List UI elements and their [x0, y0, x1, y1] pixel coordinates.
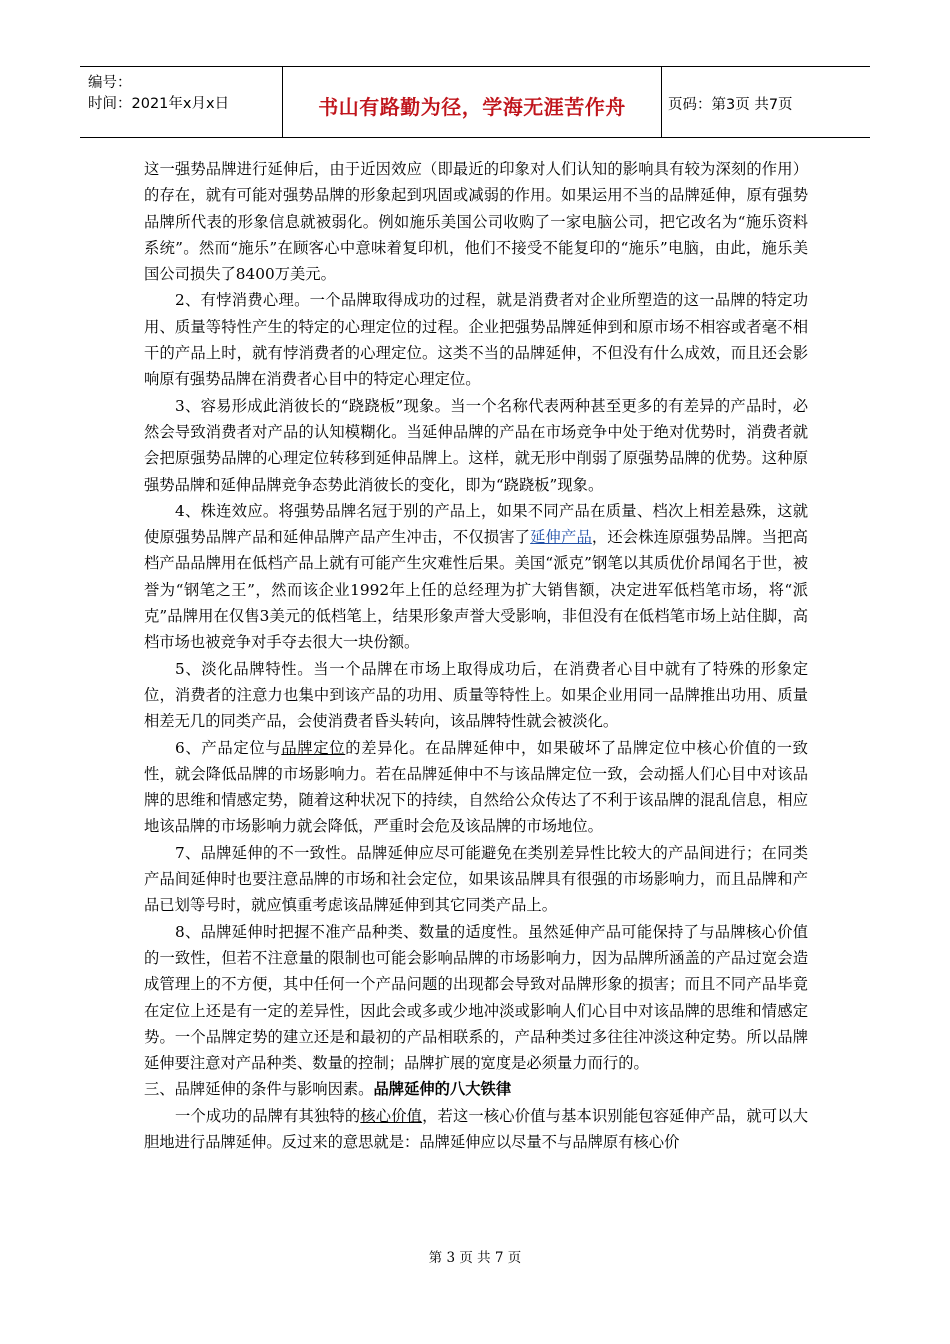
paragraph-text: 3、容易形成此消彼长的“跷跷板”现象。当一个名称代表两种甚至更多的有差异的产品时，必然会导致消费者对产品的认知模糊化。当延伸品牌的产品在市场竞争中处于绝对优势时，消费者就会把原强势品牌的心理定位转移到延伸品牌上。这样，就无形中削弱了原强势品牌的优势。这种原强势品牌和延伸品牌竞争态势此消彼长的变化，即为“跷跷板”现象。	[144, 396, 808, 494]
underlined-term: 品牌定位	[281, 738, 346, 757]
header-meta-cell	[80, 67, 283, 137]
paragraph-text: 一个成功的品牌有其独特的	[175, 1106, 361, 1125]
body-paragraph	[144, 735, 808, 840]
paragraph-text: 的差异化。在品牌延伸中，如果破坏了品牌定位中核心价值的一致性，就会降低品牌的市场影响力。若在品牌延伸中不与该品牌定位一致，会动摇人们心目中对该品牌的思维和情感定势，随着这种状况下的持续，自然给公众传达了不利于该品牌的混乱信息，相应地该品牌的市场影响力就会降低，严重时会危及该品牌的市场地位。	[144, 738, 808, 836]
header-motto: 书山有路勤为径，学海无涯苦作舟	[318, 95, 626, 119]
paragraph-text: ，还会株连原强势品牌。当把高档产品品牌用在低档产品上就有可能产生灾难性后果。美国“派克”钢笔以其质优价昂闻名于世，被誉为“钢笔之王”，然而该企业1992年上任的总经理为扩大销售额，决定进军低档笔市场，将“派克”品牌用在仅售3美元的低档笔上，结果形象声誉大受影响，非但没有在低档笔市场上站住脚，高档市场也被竞争对手夺去很大一块份额。	[144, 528, 808, 652]
body-paragraph	[144, 1076, 808, 1102]
body-paragraph	[144, 498, 808, 656]
underlined-term: 核心价值	[360, 1106, 423, 1125]
paragraph-text: 7、品牌延伸的不一致性。品牌延伸应尽可能避免在类别差异性比较大的产品间进行；在同类产品间延伸时也要注意品牌的市场和社会定位，如果该品牌具有很强的市场影响力，而且品牌和产品已划等号时，就应慎重考虑该品牌延伸到其它同类产品上。	[144, 843, 808, 915]
header-table	[80, 66, 870, 138]
page-footer: 第 3 页 共 7 页	[428, 1250, 522, 1266]
header-page-cell	[662, 67, 870, 137]
body-paragraph	[144, 1103, 808, 1156]
paragraph-text: 8、品牌延伸时把握不准产品种类、数量的适度性。虽然延伸产品可能保持了与品牌核心价值的一致性，但若不注意量的限制也可能会影响品牌的市场影响力，因为品牌所涵盖的产品过宽会造成管理上的不方便，其中任何一个产品问题的出现都会导致对品牌形象的损害；而且不同产品毕竟在定位上还是有一定的差异性，因此会或多或少地冲淡或影响人们心目中对该品牌的思维和情感定势。一个品牌定势的建立还是和最初的产品相联系的，产品种类过多往往冲淡这种定势。所以品牌延伸要注意对产品种类、数量的控制；品牌扩展的宽度是必须量力而行的。	[144, 922, 808, 1073]
paragraph-text: 6、产品定位与	[175, 738, 282, 757]
inline-link[interactable]: 延伸产品	[530, 528, 592, 547]
header-page-info: 页码：第3页 共7页	[668, 97, 793, 113]
body-paragraph	[144, 656, 808, 735]
paragraph-text: 2、有悖消费心理。一个品牌取得成功的过程，就是消费者对企业所塑造的这一品牌的特定功用、质量等特性产生的特定的心理定位的过程。企业把强势品牌延伸到和原市场不相容或者毫不相干的产品上时，就有悖消费者的心理定位。这类不当的品牌延伸，不但没有什么成效，而且还会影响原有强势品牌在消费者心目中的特定心理定位。	[144, 291, 808, 389]
paragraph-text: ，若这一核心价值与基本识别能包容延伸产品，就可以大胆地进行品牌延伸。反过来的意思就是：品牌延伸应以尽量不与品牌原有核心价	[144, 1106, 808, 1151]
document-date: 时间：2021年x月x日	[88, 96, 230, 112]
paragraph-text: 4、株连效应。将强势品牌名冠于别的产品上，如果不同产品在质量、档次上相差悬殊，这就使原强势品牌产品和延伸品牌产品产生冲击，不仅损害了	[144, 501, 808, 547]
document-body	[144, 156, 808, 1155]
bold-heading-text: 品牌延伸的八大铁律	[373, 1080, 512, 1099]
body-paragraph	[144, 919, 808, 1077]
body-paragraph	[144, 287, 808, 392]
body-paragraph	[144, 840, 808, 919]
body-paragraph	[144, 393, 808, 498]
header-motto-cell	[283, 67, 662, 137]
paragraph-text: 这一强势品牌进行延伸后，由于近因效应（即最近的印象对人们认知的影响具有较为深刻的作用）的存在，就有可能对强势品牌的形象起到巩固或减弱的作用。如果运用不当的品牌延伸，原有强势品牌所代表的形象信息就被弱化。例如施乐美国公司收购了一家电脑公司，把它改名为“施乐资料系统”。然而“施乐”在顾客心中意味着复印机，他们不接受不能复印的“施乐”电脑，由此，施乐美国公司损失了8400万美元。	[144, 160, 808, 284]
document-number-label: 编号：	[88, 75, 132, 91]
paragraph-text: 5、淡化品牌特性。当一个品牌在市场上取得成功后，在消费者心目中就有了特殊的形象定位，消费者的注意力也集中到该产品的功用、质量等特性上。如果企业用同一品牌推出功用、质量相差无几的同类产品，会使消费者昏头转向，该品牌特性就会被淡化。	[144, 659, 808, 731]
paragraph-text: 三、品牌延伸的条件与影响因素。	[144, 1080, 374, 1099]
body-paragraph	[144, 156, 808, 287]
